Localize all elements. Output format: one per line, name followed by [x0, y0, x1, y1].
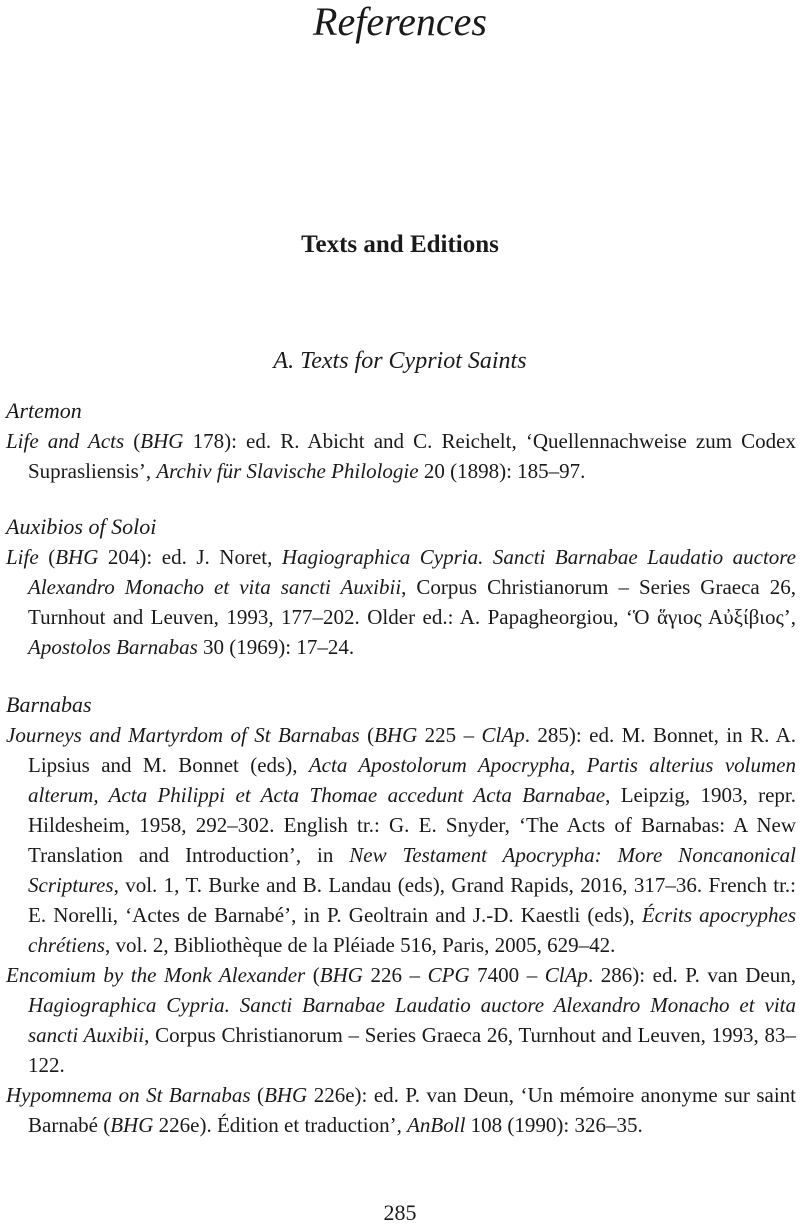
- italic-segment: BHG: [140, 429, 184, 453]
- reference-entry: [6, 542, 796, 662]
- reference-group-artemon: [6, 396, 796, 486]
- text-segment: 226e). Édition et traduction’,: [153, 1113, 408, 1137]
- reference-group-auxibios: [6, 512, 796, 662]
- reference-entry: [6, 1080, 796, 1140]
- text-segment: (: [359, 723, 375, 747]
- text-segment: . 286): ed. P. van Deun,: [587, 963, 796, 987]
- text-segment: 20 (1898): 185–97.: [418, 459, 586, 483]
- text-segment: (: [305, 963, 320, 987]
- italic-segment: Life: [6, 545, 39, 569]
- reference-group-barnabas: [6, 690, 796, 1140]
- italic-segment: BHG: [374, 723, 418, 747]
- text-segment: 204): ed. J. Noret,: [98, 545, 282, 569]
- text-segment: 226e): ed. P. van Deun, ‘Un mémoire anonyme sur saint Barnabé (: [28, 1083, 796, 1137]
- italic-segment: Hagiographica Cypria. Sancti Barnabae Laudatio auctore Alexandro Monacho et vita sancti Auxibii: [28, 545, 796, 599]
- text-segment: , Leipzig, 1903, repr. Hildesheim, 1958, 292–302. English tr.: G. E. Snyder, ‘The Acts of Barnabas: A New Translation and Introduction’, in: [28, 783, 796, 867]
- italic-segment: Écrits apocryphes chrétiens: [28, 903, 796, 957]
- text-segment: 108 (1990): 326–35.: [465, 1113, 643, 1137]
- italic-segment: BHG: [55, 545, 99, 569]
- text-segment: 7400 –: [469, 963, 545, 987]
- reference-entry: [6, 720, 796, 960]
- italic-segment: BHG: [264, 1083, 308, 1107]
- italic-segment: Hagiographica Cypria. Sancti Barnabae Laudatio auctore Alexandro Monacho et vita sancti Auxibii: [28, 993, 796, 1047]
- text-segment: . 285): ed. M. Bonnet, in R. A. Lipsius and M. Bonnet (eds),: [28, 723, 797, 777]
- italic-segment: Encomium by the Monk Alexander: [6, 963, 306, 987]
- italic-segment: New Testament Apocrypha: More Noncanonical Scriptures: [28, 843, 796, 897]
- reference-entry: [6, 960, 796, 1080]
- section-title: Texts and Editions: [301, 231, 499, 258]
- text-segment: 226 –: [362, 963, 428, 987]
- text-segment: (: [250, 1083, 265, 1107]
- text-segment: (: [124, 429, 141, 453]
- group-heading: Barnabas: [6, 692, 92, 717]
- italic-segment: Life and Acts: [6, 429, 125, 453]
- text-segment: , vol. 1, T. Burke and B. Landau (eds), Grand Rapids, 2016, 317–36. French tr.: E. Norelli, ‘Actes de Barnabé’, in P. Geoltrain and J.-D. Kaestli (eds),: [28, 873, 796, 927]
- subsection-title: A. Texts for Cypriot Saints: [273, 348, 527, 374]
- text-segment: , vol. 2, Bibliothèque de la Pléiade 516, Paris, 2005, 629–42.: [104, 933, 616, 957]
- reference-entry: [6, 426, 796, 486]
- italic-segment: CPG: [427, 963, 470, 987]
- text-segment: 30 (1969): 17–24.: [197, 635, 355, 659]
- italic-segment: BHG: [319, 963, 363, 987]
- text-segment: , Corpus Christianorum – Series Graeca 26, Turnhout and Leuven, 1993, 177–202. Older ed.: A. Papagheorgiou, ‘Ὁ ἅγιος Αὐξίβιος’,: [28, 575, 796, 629]
- italic-segment: ClAp: [544, 963, 588, 987]
- running-title: References: [313, 0, 487, 44]
- group-heading: Auxibios of Soloi: [6, 514, 157, 539]
- italic-segment: ClAp: [481, 723, 525, 747]
- text-segment: 225 –: [417, 723, 482, 747]
- italic-segment: Apostolos Barnabas: [28, 635, 198, 659]
- italic-segment: BHG: [110, 1113, 154, 1137]
- group-heading: Artemon: [6, 398, 82, 423]
- text-segment: (: [38, 545, 56, 569]
- page-number: 285: [383, 1200, 417, 1225]
- text-segment: , Corpus Christianorum – Series Graeca 26, Turnhout and Leuven, 1993, 83–122.: [28, 1023, 796, 1077]
- italic-segment: Archiv für Slavische Philologie: [156, 459, 419, 483]
- italic-segment: AnBoll: [407, 1113, 466, 1137]
- italic-segment: Journeys and Martyrdom of St Barnabas: [6, 723, 360, 747]
- italic-segment: Acta Apostolorum Apocrypha, Partis alterius volumen alterum, Acta Philippi et Acta Thomae accedunt Acta Barnabae: [28, 753, 796, 807]
- text-segment: 178): ed. R. Abicht and C. Reichelt, ‘Quellennachweise zum Codex Suprasliensis’,: [28, 429, 796, 483]
- italic-segment: Hypomnema on St Barnabas: [6, 1083, 251, 1107]
